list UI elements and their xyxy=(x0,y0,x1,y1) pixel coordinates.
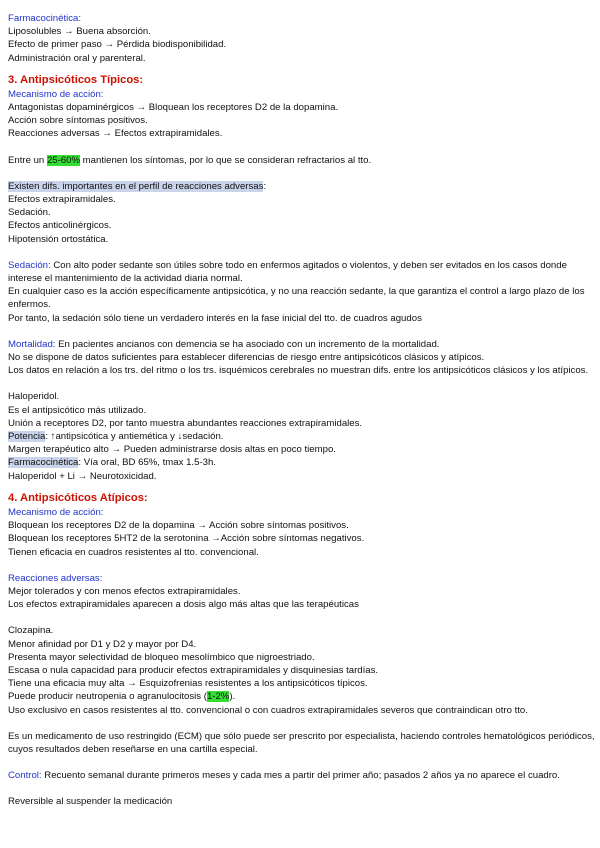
haloperidol-title: Haloperidol. xyxy=(8,391,60,403)
farmacocinetica-line: Efecto de primer paso → Pérdida biodisponibilidad. xyxy=(8,39,227,51)
potencia-text: : ↑antipsicótica y antiemética y ↓sedación. xyxy=(45,431,224,443)
document-page xyxy=(8,12,596,809)
perfil-heading: Existen difs. importantes en el perfil de reacciones adversas xyxy=(8,180,264,192)
perfil-heading-line xyxy=(8,180,596,193)
margen-line: Margen terapéutico alto → Pueden administrarse dosis altas en poco tiempo. xyxy=(8,444,336,456)
mecanismo-line: Antagonistas dopaminérgicos → Bloquean los receptores D2 de la dopamina. xyxy=(8,102,339,114)
mecanismo-line: Tienen eficacia en cuadros resistentes al tto. convencional. xyxy=(8,546,259,558)
reversible-line: Reversible al suspender la medicación xyxy=(8,796,173,808)
control-label: Control: xyxy=(8,770,42,782)
mortalidad-paragraph xyxy=(8,338,596,351)
reacciones-line: Mejor tolerados y con menos efectos extrapiramidales. xyxy=(8,585,241,597)
haloperidol-line: Es el antipsicótico más utilizado. xyxy=(8,404,147,416)
potencia-line xyxy=(8,430,596,443)
farmacocinetica-line: Administración oral y parenteral. xyxy=(8,52,146,64)
haloperidol-farmaco-text: : Vía oral, BD 65%, tmax 1.5-3h. xyxy=(78,457,216,469)
neutropenia-post: ). xyxy=(229,691,236,703)
perfil-line: Efectos anticolinérgicos. xyxy=(8,220,112,232)
sedacion-line: En cualquier caso es la acción específicamente antipsicótica, y no una reacción sedante, la que garantiza el control a largo plazo de los enfermos. xyxy=(8,286,585,311)
perfil-line: Sedación. xyxy=(8,207,51,219)
mortalidad-label: Mortalidad: xyxy=(8,338,56,350)
mortalidad-line: Los datos en relación a los trs. del ritmo o los trs. isquémicos cerebrales no muestran difs. entre los antipsicóticos clásicos y los atípicos. xyxy=(8,365,589,377)
mecanismo-heading: Mecanismo de acción: xyxy=(8,88,104,100)
section-title-atipicos: 4. Antipsicóticos Atípicos: xyxy=(8,491,148,504)
refractarios-line xyxy=(8,154,596,167)
potencia-label: Potencia xyxy=(8,431,46,443)
mecanismo-heading: Mecanismo de acción: xyxy=(8,506,104,518)
refractarios-post: mantienen los síntomas, por lo que se consideran refractarios al tto. xyxy=(80,154,372,166)
refractarios-pre: Entre un xyxy=(8,154,47,166)
haloperidol-line: Unión a receptores D2, por tanto muestra abundantes reacciones extrapiramidales. xyxy=(8,417,363,429)
neutropenia-pre: Puede producir neutropenia o agranulocitosis ( xyxy=(8,691,207,703)
ecm-paragraph: Es un medicamento de uso restringido (ECM) que sólo puede ser prescrito por especialista, haciendo controles hematológicos periódicos, cuyos resultados deben reseñarse en una cartilla especial. xyxy=(8,730,595,755)
litio-line: Haloperidol + Li → Neurotoxicidad. xyxy=(8,470,157,482)
clozapina-line: Escasa o nula capacidad para producir efectos extrapiramidales y disquinesias tardías. xyxy=(8,664,379,676)
farmacocinetica-line: Liposolubles → Buena absorción. xyxy=(8,26,151,38)
perfil-line: Hipotensión ortostática. xyxy=(8,233,109,245)
sedacion-label: Sedación: xyxy=(8,259,51,271)
reacciones-line: Los efectos extrapiramidales aparecen a dosis algo más altas que las terapéuticas xyxy=(8,599,359,611)
refractarios-percent: 25-60% xyxy=(46,154,81,166)
haloperidol-farmaco-line xyxy=(8,456,596,469)
sedacion-paragraph xyxy=(8,259,596,285)
clozapina-line: Tiene una eficacia muy alta → Esquizofrenias resistentes a los antipsicóticos típicos. xyxy=(8,678,368,690)
mortalidad-line: No se dispone de datos suficientes para establecer diferencias de riesgo entre antipsicóticos clásicos y atípicos. xyxy=(8,352,485,364)
reacciones-heading: Reacciones adversas: xyxy=(8,572,103,584)
mecanismo-line: Bloquean los receptores D2 de la dopamina → Acción sobre síntomas positivos. xyxy=(8,520,349,532)
mecanismo-line: Bloquean los receptores 5HT2 de la serotonina →Acción sobre síntomas negativos. xyxy=(8,533,365,545)
section-title-tipicos: 3. Antipsicóticos Típicos: xyxy=(8,73,144,86)
clozapina-line: Presenta mayor selectividad de bloqueo mesolímbico que nigroestriado. xyxy=(8,651,315,663)
mecanismo-line: Acción sobre síntomas positivos. xyxy=(8,115,148,127)
clozapina-line: Menor afinidad por D1 y D2 y mayor por D4. xyxy=(8,638,197,650)
sedacion-line: Por tanto, la sedación sólo tiene un verdadero interés en la fase inicial del tto. de cuadros agudos xyxy=(8,312,422,324)
mecanismo-line: Reacciones adversas → Efectos extrapiramidales. xyxy=(8,128,223,140)
clozapina-title: Clozapina. xyxy=(8,625,54,637)
farmacocinetica-heading: Farmacocinética: xyxy=(8,13,82,24)
perfil-line: Efectos extrapiramidales. xyxy=(8,194,116,206)
perfil-colon: : xyxy=(263,180,267,192)
control-text: Recuento semanal durante primeros meses y cada mes a partir del primer año; pasados 2 años ya no aparece el cuadro. xyxy=(41,770,560,782)
control-line xyxy=(8,769,596,782)
haloperidol-farmaco-label: Farmacocinética xyxy=(8,457,79,469)
mortalidad-text: En pacientes ancianos con demencia se ha asociado con un incremento de la mortalidad. xyxy=(55,338,440,350)
sedacion-text: Con alto poder sedante son útiles sobre todo en enfermos agitados o violentos, y deben ser evitados en los casos donde interese el mantenimiento de la actividad diaria normal. xyxy=(8,259,567,285)
uso-line: Uso exclusivo en casos resistentes al tto. convencional o con cuadros extrapiramidales severos que contraindican otro tto. xyxy=(8,704,528,716)
neutropenia-line xyxy=(8,690,596,703)
neutropenia-percent: 1-2% xyxy=(206,691,230,703)
